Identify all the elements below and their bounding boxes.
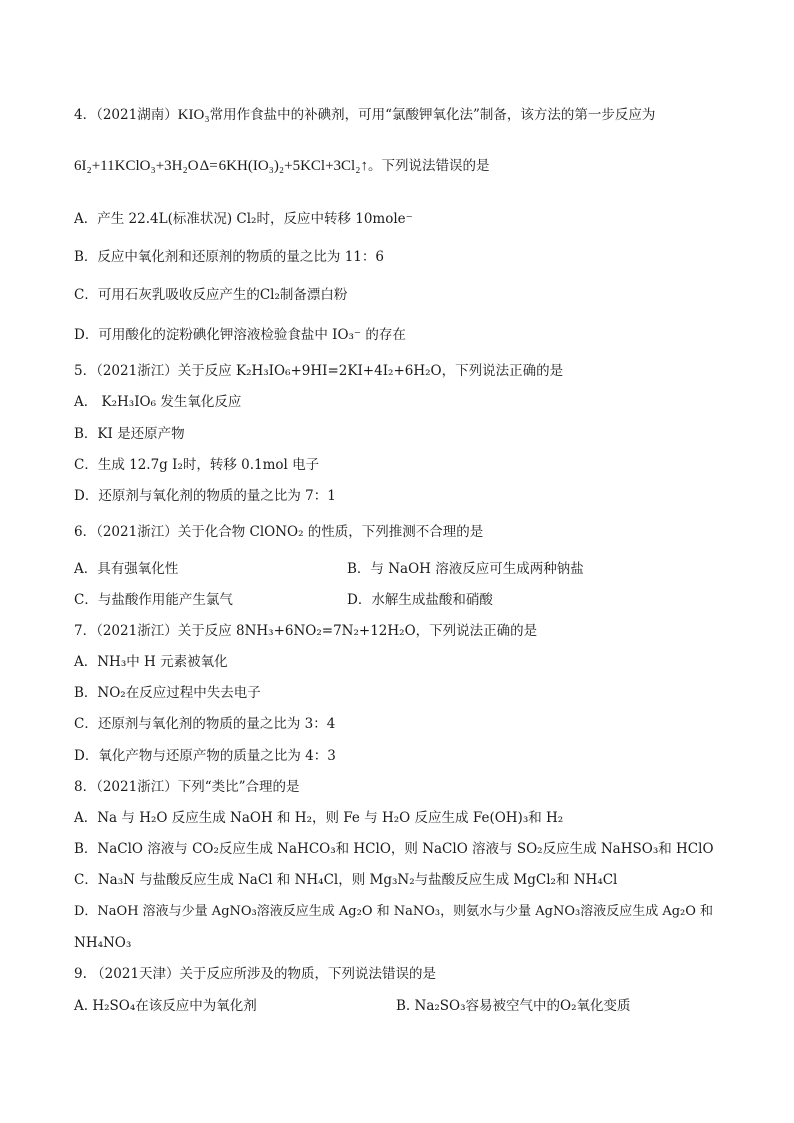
q6-option-b: B．与 NaOH 溶液反应可生成两种钠盐 xyxy=(347,561,584,577)
q5-stem: 5．（2021浙江）关于反应 K₂H₃IO₆+9HI=2KI+4I₂+6H₂O，下列说法正确的是 xyxy=(74,363,564,379)
q8-option-c: C．Na₃N 与盐酸反应生成 NaCl 和 NH₄Cl，则 Mg₃N₂与盐酸反应生成 MgCl₂和 NH₄Cl xyxy=(74,872,618,888)
q9-stem: 9. （2021天津）关于反应所涉及的物质，下列说法错误的是 xyxy=(74,966,437,982)
q5-option-d: D．还原剂与氧化剂的物质的量之比为 7：1 xyxy=(74,488,336,504)
q9-option-b: B. Na₂SO₃容易被空气中的O₂氧化变质 xyxy=(396,998,631,1014)
q8-option-b: B．NaClO 溶液与 CO₂反应生成 NaHCO₃和 HClO，则 NaClO 溶液与 SO₂反应生成 NaHSO₃和 HClO xyxy=(74,841,714,857)
q4-equation-line xyxy=(74,157,489,175)
q4-stem-prefix: 4．（2021湖南） xyxy=(74,107,178,123)
q8-option-d: D．NaOH 溶液与少量 AgNO₃溶液反应生成 Ag₂O 和 NaNO₃，则氨水与少量 AgNO₃溶液反应生成 Ag₂O 和 xyxy=(74,904,714,919)
q4-option-b: B．反应中氧化剂和还原剂的物质的量之比为 11：6 xyxy=(74,249,384,265)
q6-option-c: C．与盐酸作用能产生氯气 xyxy=(74,592,233,608)
q5-option-c: C．生成 12.7g I₂时，转移 0.1mol 电子 xyxy=(74,457,320,473)
q4-option-d: D．可用酸化的淀粉碘化钾溶液检验食盐中 IO₃⁻ 的存在 xyxy=(74,327,406,343)
q4-stem-formula: KIO₃ xyxy=(177,107,210,123)
q7-option-c: C．还原剂与氧化剂的物质的量之比为 3：4 xyxy=(74,716,336,732)
q8-option-d-continuation: NH₄NO₃ xyxy=(74,935,132,951)
q4-equation-tail: 。下列说法错误的是 xyxy=(367,158,490,174)
q8-stem: 8．（2021浙江）下列“类比”合理的是 xyxy=(74,779,300,795)
q6-stem: 6．（2021浙江）关于化合物 ClONO₂ 的性质，下列推测不合理的是 xyxy=(74,524,484,540)
q5-option-b: B．KI 是还原产物 xyxy=(74,426,185,442)
q7-option-a: A．NH₃中 H 元素被氧化 xyxy=(74,654,228,670)
q4-equation-products: 6KH(IO₃)₂+5KCl+3Cl₂↑ xyxy=(218,158,368,174)
q4-option-a: A．产生 22.4L(标准状况) Cl₂时，反应中转移 10mole⁻ xyxy=(74,211,413,227)
q8-option-a: A．Na 与 H₂O 反应生成 NaOH 和 H₂，则 Fe 与 H₂O 反应生成 Fe(OH)₃和 H₂ xyxy=(74,810,564,826)
q4-option-c: C．可用石灰乳吸收反应产生的Cl₂制备漂白粉 xyxy=(74,287,348,303)
q7-option-d: D．氧化产物与还原产物的质量之比为 4：3 xyxy=(74,748,336,764)
q4-equation-heat-arrow: Δ= xyxy=(199,158,218,174)
q9-option-a: A. H₂SO₄在该反应中为氧化剂 xyxy=(74,998,257,1014)
q4-equation-reactants: 6I₂+11KClO₃+3H₂O xyxy=(74,158,199,174)
q4-stem xyxy=(74,106,655,124)
q5-option-a: A． K₂H₃IO₆ 发生氧化反应 xyxy=(74,394,242,410)
q7-option-b: B．NO₂在反应过程中失去电子 xyxy=(74,685,261,701)
q6-option-d: D．水解生成盐酸和硝酸 xyxy=(347,592,493,608)
q4-stem-suffix: 常用作食盐中的补碘剂，可用“氯酸钾氧化法”制备，该方法的第一步反应为 xyxy=(209,107,656,123)
q6-option-a: A．具有强氧化性 xyxy=(74,561,179,577)
q7-stem: 7．（2021浙江）关于反应 8NH₃+6NO₂=7N₂+12H₂O，下列说法正确的是 xyxy=(74,623,538,639)
